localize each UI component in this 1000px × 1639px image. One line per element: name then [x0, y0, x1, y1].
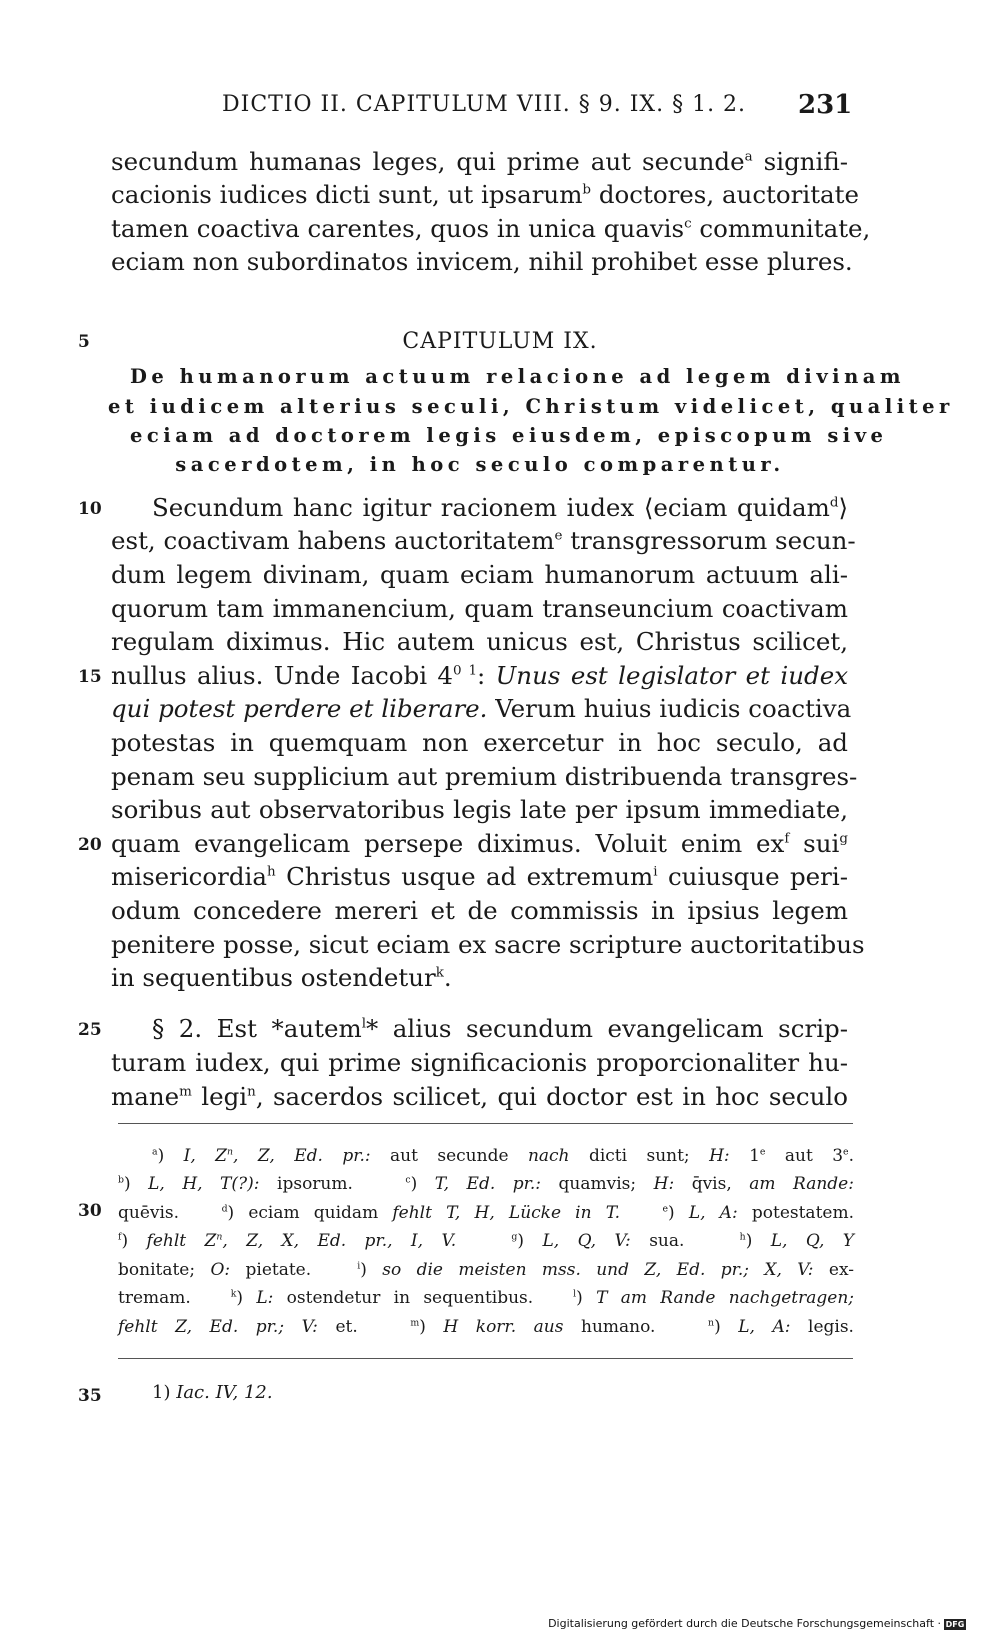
text-line: eciam non subordinatos invicem, nihil prohibet esse plures. — [111, 247, 853, 276]
text-line: penitere posse, sicut eciam ex sacre scripture auctoritatibus — [111, 930, 865, 959]
text-line: potestas in quemquam non exercetur in hoc seculo, ad — [111, 728, 848, 757]
footnote-rule — [118, 1358, 853, 1359]
dfg-logo: DFG — [945, 1619, 965, 1629]
apparatus-line: $^b$) L, H, T(?): ipsorum. $^c$) T, Ed. pr.: quamvis; H: q̄vis, am Rande: — [118, 1174, 854, 1194]
text-line: secundum humanas leges, qui prime aut secunde$^a$ signifi- — [111, 147, 848, 176]
text-line: qui potest perdere et liberare. Verum huius iudicis coactiva — [111, 694, 852, 723]
apparatus-line: $^f$) fehlt $Z^n$, Z, X, Ed. pr., I, V. $^g$) L, Q, V: sua. $^h$) L, Q, Y — [118, 1231, 855, 1251]
text-line: penam seu supplicium aut premium distribuenda transgres- — [111, 762, 858, 791]
text-line: § 2. Est *autem$^l$* alius secundum evangelicam scrip- — [152, 1014, 848, 1043]
line-number: 10 — [78, 499, 102, 519]
text-line: tamen coactiva carentes, quos in unica quavis$^c$ communitate, — [111, 214, 871, 243]
rubric-line: et iudicem alterius seculi, Christum videlicet, qualiter — [108, 395, 954, 418]
footer-text: Digitalisierung gefördert durch die Deutsche Forschungsgemeinschaft · — [548, 1617, 941, 1630]
text-line: est, coactivam habens auctoritatem$^e$ transgressorum secun- — [111, 526, 856, 555]
text-line: nullus alius. Unde Iacobi $4^{0 1}$: Unus est legislator et iudex — [111, 661, 849, 690]
text-line: dum legem divinam, quam eciam humanorum actuum ali- — [111, 560, 848, 589]
text-line: misericordia$^h$ Christus usque ad extremum$^i$ cuiusque peri- — [111, 862, 848, 891]
text-line: quam evangelicam persepe diximus. Voluit enim $ex^f$ sui$^g$ — [111, 829, 848, 858]
apparatus-line: bonitate; O: pietate. $^i$) so die meisten mss. und Z, Ed. pr.; X, V: ex- — [118, 1260, 855, 1280]
apparatus-line: $^a$) I, $Z^n$, Z, Ed. pr.: aut secunde nach dicti sunt; H: 1e aut 3e. — [152, 1146, 854, 1166]
line-number: 35 — [78, 1386, 102, 1406]
text-line: soribus aut observatoribus legis late per ipsum immediate, — [111, 795, 848, 824]
running-head: DICTIO II. CAPITULUM VIII. § 9. IX. § 1. 2. — [222, 92, 747, 117]
text-line: Secundum hanc igitur racionem iudex ⟨eciam quidam$^d$⟩ — [152, 493, 848, 522]
apparatus-line: quēvis. $^d$) eciam quidam fehlt T, H, Lücke in T. $^e$) L, A: potestatem. — [118, 1203, 854, 1223]
line-number: 5 — [78, 332, 90, 352]
rubric-line: eciam ad doctorem legis eiusdem, episcopum sive — [130, 424, 888, 447]
text-line: mane$^m$ legi$^n$, sacerdos scilicet, qui doctor est in hoc seculo — [111, 1082, 848, 1111]
digitization-footer — [548, 1617, 966, 1630]
apparatus-line: fehlt Z, Ed. pr.; V: et. $^m$) H korr. aus humano. $^n$) L, A: legis. — [118, 1317, 854, 1337]
text-line: cacionis iudices dicti sunt, ut ipsarum$^b$ doctores, auctoritate — [111, 180, 859, 209]
apparatus-rule — [118, 1123, 853, 1124]
text-line: turam iudex, qui prime significacionis proporcionaliter hu- — [111, 1048, 848, 1077]
rubric-line: sacerdotem, in hoc seculo comparentur. — [175, 453, 785, 476]
line-number: 20 — [78, 835, 102, 855]
text-line: regulam diximus. Hic autem unicus est, Christus scilicet, — [111, 627, 848, 656]
line-number: 25 — [78, 1020, 102, 1040]
footnote: 1) Iac. IV, 12. — [152, 1382, 273, 1403]
chapter-heading: CAPITULUM IX. — [402, 329, 598, 354]
apparatus-line: tremam. $^k$) L: ostendetur in sequentibus. $^l$) T am Rande nachgetragen; — [118, 1288, 855, 1308]
line-number: 30 — [78, 1201, 102, 1221]
text-line: quorum tam immanencium, quam transeuncium coactivam — [111, 594, 848, 623]
text-line: in sequentibus ostendetur$^k$. — [111, 963, 452, 992]
line-number: 15 — [78, 667, 102, 687]
text-line: odum concedere mereri et de commissis in ipsius legem — [111, 896, 848, 925]
rubric-line: De humanorum actuum relacione ad legem divinam — [130, 365, 906, 388]
page-number: 231 — [798, 90, 853, 120]
